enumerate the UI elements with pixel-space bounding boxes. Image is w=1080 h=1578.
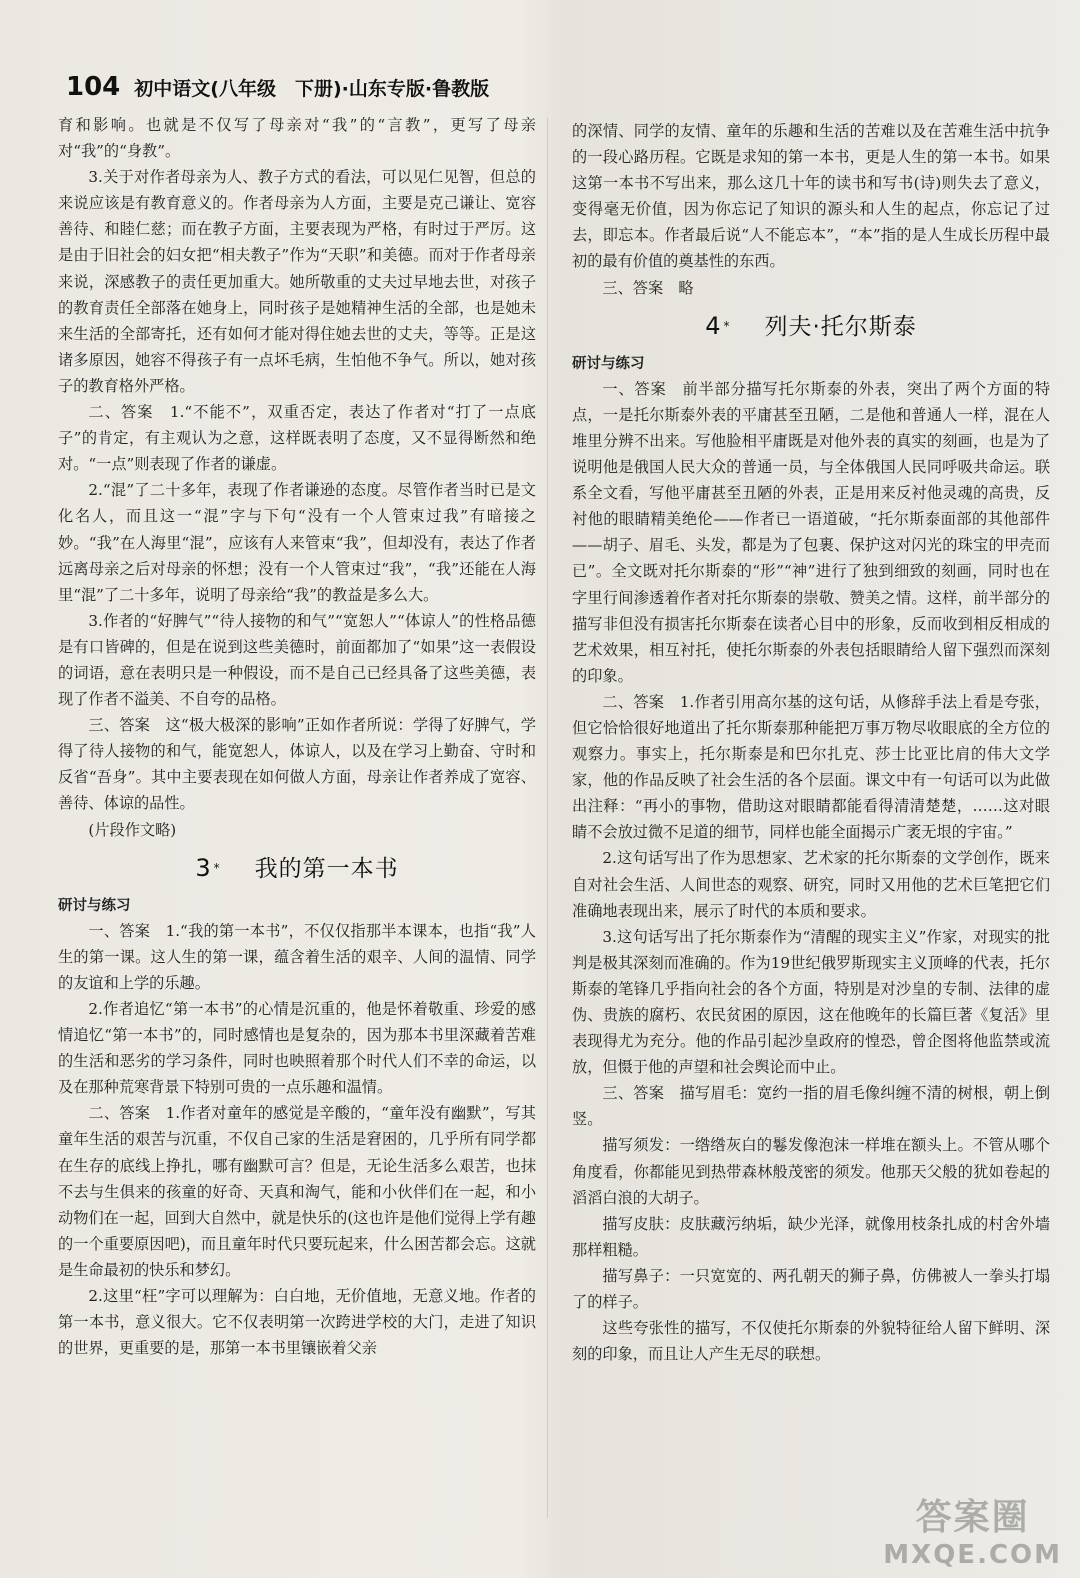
- paragraph: 这些夸张性的描写，不仅使托尔斯泰的外貌特征给人留下鲜明、深刻的印象，而且让人产生无尽的联想。: [572, 1319, 1050, 1364]
- paragraph: 一、答案 前半部分描写托尔斯泰的外表，突出了两个方面的特点，一是托尔斯泰外表的平庸甚至丑陋，二是他和普通人一样，混在人堆里分辨不出来。写他脸相平庸既是对他外表的真实的刻画，也是为了说明他是俄国人民大众的普通一员，与全体俄国人民同呼吸共命运。联系全文看，写他平庸甚至丑陋的外表，正是用来反衬他灵魂的高贵，反衬他的眼睛精美绝伦——作者已一语道破，“托尔斯泰面部的其他部件——胡子、眉毛、头发，都是为了包裹、保护这对闪光的珠宝的甲壳而已”。全文既对托尔斯泰的“形”“神”进行了独到细致的刻画，同时也在字里行间渗透着作者对托尔斯泰的崇敬、赞美之情。这样，前半部分的描写非但没有损害托尔斯泰在读者心目中的形象，反而收到相反相成的艺术效果，相互衬托，使托尔斯泰的外表包括眼睛给人留下强烈而深刻的印象。: [572, 379, 1050, 685]
- section-star: *: [723, 318, 731, 333]
- site-watermark: [883, 1489, 1062, 1570]
- section-title-text: 列夫·托尔斯泰: [764, 313, 917, 340]
- paragraph: 二、答案 1.作者引用高尔基的这句话，从修辞手法上看是夸张，但它恰恰很好地道出了托尔斯泰那种能把万事万物尽收眼底的全方位的观察力。事实上，托尔斯泰是和巴尔扎克、莎士比亚比肩的伟大文学家，他的作品反映了社会生活的各个层面。课文中有一句话可以为此做出注释：“再小的事物，借助这对眼睛都能看得清清楚楚，……这对眼睛不会放过微不足道的细节，同样也能全面揭示广袤无垠的宇宙。”: [572, 692, 1050, 842]
- paragraph: 2.“混”了二十多年，表现了作者谦逊的态度。尽管作者当时已是文化名人，而且这一“混”字与下句“没有一个人管束过我”有暗接之妙。“我”在人海里“混”，应该有人来管束“我”，但却没有，表达了作者远离母亲之后对母亲的怀想；没有一个人管束过“我”，“我”还能在人海里“混”了二十多年，说明了母亲给“我”的教益是多么大。: [58, 481, 536, 604]
- section-star: *: [213, 860, 221, 875]
- watermark-url: MXQE.COM: [883, 1540, 1062, 1570]
- paragraph: 3.作者的“好脾气”“待人接物的和气”“宽恕人”“体谅人”的性格品德是有口皆碑的，但是在说到这些美德时，前面都加了“如果”这一表假设的词语，意在表明只是一种假设，而不是自己已经具备了这些美德，表现了作者不溢美、不自夸的品格。: [58, 611, 536, 709]
- watermark-logo: 答案圈: [915, 1497, 1030, 1538]
- section-number: 3: [195, 853, 212, 882]
- paragraph: 育和影响。也就是不仅写了母亲对“我”的“言教”，更写了母亲对“我”的“身教”。: [58, 116, 536, 161]
- paragraph: 三、答案 描写眉毛：宽约一指的眉毛像纠缠不清的树根，朝上倒竖。: [572, 1084, 1050, 1129]
- paragraph: 二、答案 1.作者对童年的感觉是辛酸的，“童年没有幽默”，写其童年生活的艰苦与沉重，不仅自己家的生活是窘困的，几乎所有同学都在生存的底线上挣扎，哪有幽默可言？但是，无论生活多么艰苦，也抹不去与生俱来的孩童的好奇、天真和淘气，能和小伙伴们在一起，和小动物们在一起，回到大自然中，就是快乐的(这也许是他们觉得上学有趣的一个重要原因吧)，而且童年时代只要玩起来，什么困苦都会忘。这就是生命最初的快乐和梦幻。: [58, 1104, 536, 1279]
- paragraph: 描写鼻子：一只宽宽的、两孔朝天的狮子鼻，仿佛被人一拳头打塌了的样子。: [572, 1266, 1050, 1312]
- paragraph: 三、答案 这“极大极深的影响”正如作者所说：学得了好脾气，学得了待人接物的和气，能宽恕人，体谅人，以及在学习上勤奋、守时和反省“吾身”。其中主要表现在如何做人方面，母亲让作者养成了宽容、善待、体谅的品性。: [58, 716, 536, 813]
- page-number: 104: [66, 72, 121, 102]
- paragraph: 2.作者追忆“第一本书”的心情是沉重的，他是怀着敬重、珍爱的感情追忆“第一本书”的，同时感情也是复杂的，因为那本书里深藏着苦难的生活和恶劣的学习条件，同时也映照着那个时代人们不幸的命运，以及在那种荒寒背景下特别可贵的一点乐趣和温情。: [58, 1000, 536, 1097]
- section-4-title: [572, 313, 1050, 340]
- section-3-title: [58, 855, 536, 882]
- paragraph: 三、答案 略: [602, 278, 694, 297]
- paragraph: 3.关于对作者母亲为人、教子方式的看法，可以见仁见智，但总的来说应该是有教育意义的。作者母亲为人方面，主要是克己谦让、宽容善待、和睦仁慈；而在教子方面，主要表现为严格，有时过于严厉。这是由于旧社会的妇女把“相夫教子”作为“天职”和美德。而对于作者母亲来说，深感教子的责任更加重大。她所敬重的丈夫过早地去世，对孩子的教育责任全部落在她身上，同时孩子是她精神生活的全部，也是她未来生活的全部寄托，还有如何才能对得住她去世的丈夫，等等。正是这诸多原因，她容不得孩子有一点坏毛病，生怕他不争气。所以，她对孩子的教育格外严格。: [58, 168, 536, 395]
- paragraph: 一、答案 1.“我的第一本书”，不仅仅指那半本课本，也指“我”人生的第一课。这人生的第一课，蕴含着生活的艰辛、人间的温情、同学的友谊和上学的乐趣。: [58, 921, 536, 992]
- paragraph: 3.这句话写出了托尔斯泰作为“清醒的现实主义”作家，对现实的批判是极其深刻而准确的。作为19世纪俄罗斯现实主义顶峰的代表，托尔斯泰的笔锋几乎指向社会的各个方面，特别是对沙皇的专制、法律的虚伪、贵族的腐朽、农民贫困的原因，这在他晚年的长篇巨著《复活》里表现得尤为充分。他的作品引起沙皇政府的惶恐，曾企图将他监禁或流放，但慑于他的声望和社会舆论而中止。: [572, 927, 1050, 1077]
- book-title: 初中语文(八年级 下册)·山东专版·鲁教版: [134, 78, 490, 100]
- paragraph: 描写须发：一绺绺灰白的鬈发像泡沫一样堆在额头上。不管从哪个角度看，你都能见到热带森林般茂密的须发。他那天父般的犹如卷起的滔滔白浪的大胡子。: [572, 1136, 1050, 1207]
- paragraph: 描写皮肤：皮肤藏污纳垢，缺少光泽，就像用枝条扎成的村舍外墙那样粗糙。: [572, 1214, 1050, 1259]
- paragraph: 的深情、同学的友情、童年的乐趣和生活的苦难以及在苦难生活中抗争的一段心路历程。它既是求知的第一本书，更是人生的第一本书。如果这第一本书不写出来，那么这几十年的读书和写书(诗)则失去了意义，变得毫无价值，因为你忘记了知识的源头和人生的起点，你忘记了过去，即忘本。作者最后说“人不能忘本”，“本”指的是人生成长历程中最初的最有价值的奠基性的东西。: [572, 122, 1050, 271]
- section-number: 4: [705, 311, 722, 340]
- left-column: [58, 112, 536, 1361]
- paragraph: 2.这句话写出了作为思想家、艺术家的托尔斯泰的文学创作，既来自对社会生活、人间世态的观察、研究，同时又用他的艺术巨笔把它们准确地表现出来，展示了时代的本质和要求。: [572, 849, 1050, 920]
- paragraph: 2.这里“枉”字可以理解为：白白地，无价值地，无意义地。作者的第一本书，意义很大。它不仅表明第一次跨进学校的大门，走进了知识的世界，更重要的是，那第一本书里镶嵌着父亲: [58, 1287, 536, 1358]
- exercise-subheading: 研讨与练习: [58, 897, 131, 914]
- column-divider: [547, 118, 548, 1518]
- exercise-subheading: 研讨与练习: [572, 355, 645, 372]
- paragraph: 二、答案 1.“不能不”，双重否定，表达了作者对“打了一点底子”的肯定，有主观认为之意，这样既表明了态度，又不显得断然和绝对。“一点”则表现了作者的谦虚。: [58, 403, 536, 474]
- paragraph: (片段作文略): [88, 820, 177, 839]
- right-column: [572, 118, 1050, 1367]
- section-title-text: 我的第一本书: [254, 855, 399, 882]
- page-header: [66, 72, 489, 108]
